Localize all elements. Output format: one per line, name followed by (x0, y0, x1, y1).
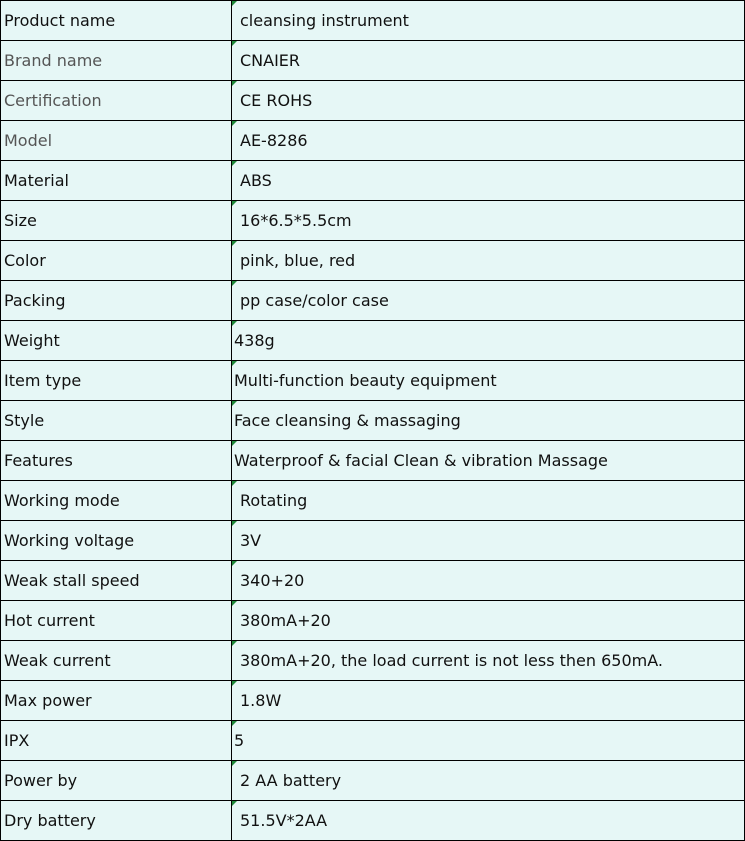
row-value-hot-current: 380mA+20 (232, 601, 745, 641)
table-row (1, 121, 745, 161)
row-label-size: Size (1, 201, 232, 241)
table-row (1, 81, 745, 121)
row-value-weak-current: 380mA+20, the load current is not less then 650mA. (232, 641, 745, 681)
row-label-working-mode: Working mode (1, 481, 232, 521)
row-value-dry-battery: 51.5V*2AA (232, 801, 745, 841)
row-value-material: ABS (232, 161, 745, 201)
row-label-style: Style (1, 401, 232, 441)
table-row (1, 321, 745, 361)
row-value-product-name: cleansing instrument (232, 1, 745, 41)
row-value-power-by: 2 AA battery (232, 761, 745, 801)
table-row (1, 401, 745, 441)
row-value-size: 16*6.5*5.5cm (232, 201, 745, 241)
row-label-color: Color (1, 241, 232, 281)
row-value-weight: 438g (232, 321, 745, 361)
row-value-style: Face cleansing & massaging (232, 401, 745, 441)
row-value-features: Waterproof & facial Clean & vibration Massage (232, 441, 745, 481)
row-value-working-mode: Rotating (232, 481, 745, 521)
row-label-model: Model (1, 121, 232, 161)
row-label-certification: Certification (1, 81, 232, 121)
row-label-brand-name: Brand name (1, 41, 232, 81)
row-value-color: pink, blue, red (232, 241, 745, 281)
row-value-item-type: Multi-function beauty equipment (232, 361, 745, 401)
row-label-weight: Weight (1, 321, 232, 361)
row-value-model: AE-8286 (232, 121, 745, 161)
row-value-brand-name: CNAIER (232, 41, 745, 81)
row-value-working-voltage: 3V (232, 521, 745, 561)
row-label-features: Features (1, 441, 232, 481)
row-label-packing: Packing (1, 281, 232, 321)
row-label-dry-battery: Dry battery (1, 801, 232, 841)
row-label-power-by: Power by (1, 761, 232, 801)
table-row (1, 641, 745, 681)
row-label-item-type: Item type (1, 361, 232, 401)
table-row (1, 481, 745, 521)
row-value-packing: pp case/color case (232, 281, 745, 321)
row-label-max-power: Max power (1, 681, 232, 721)
table-row (1, 1, 745, 41)
table-row (1, 601, 745, 641)
table-row (1, 281, 745, 321)
row-label-product-name: Product name (1, 1, 232, 41)
table-row (1, 761, 745, 801)
row-label-weak-stall-speed: Weak stall speed (1, 561, 232, 601)
row-label-weak-current: Weak current (1, 641, 232, 681)
row-value-max-power: 1.8W (232, 681, 745, 721)
table-row (1, 241, 745, 281)
table-row (1, 801, 745, 841)
table-row (1, 681, 745, 721)
table-row (1, 441, 745, 481)
table-row (1, 561, 745, 601)
row-value-ipx: 5 (232, 721, 745, 761)
table-row (1, 361, 745, 401)
row-label-material: Material (1, 161, 232, 201)
table-row (1, 721, 745, 761)
table-row (1, 41, 745, 81)
row-value-certification: CE ROHS (232, 81, 745, 121)
row-label-hot-current: Hot current (1, 601, 232, 641)
row-label-ipx: IPX (1, 721, 232, 761)
table-row (1, 201, 745, 241)
row-label-working-voltage: Working voltage (1, 521, 232, 561)
row-value-weak-stall-speed: 340+20 (232, 561, 745, 601)
table-row (1, 521, 745, 561)
table-row (1, 161, 745, 201)
